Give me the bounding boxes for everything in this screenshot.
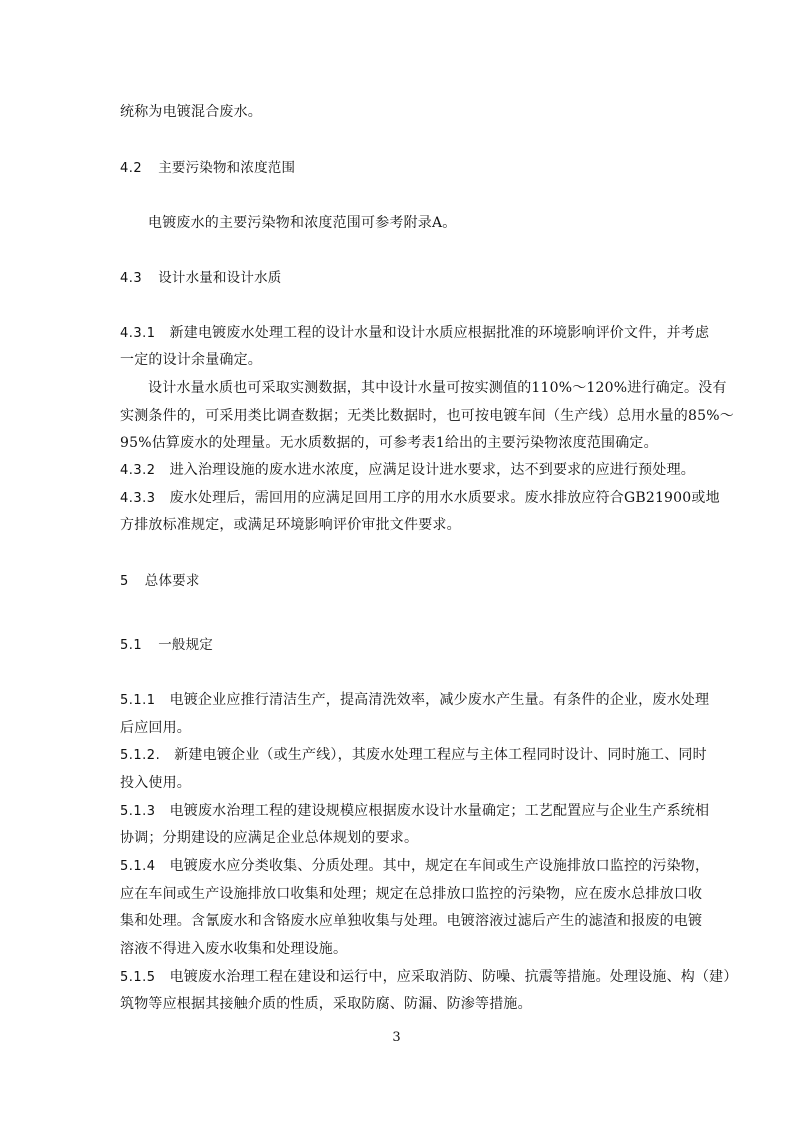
paragraph-line: 协调；分期建设的应满足企业总体规划的要求。: [120, 830, 419, 846]
clause-text: 电镀废水治理工程在建设和运行中，应采取消防、防噪、抗震等措施。处理设施、构（建）: [169, 969, 738, 985]
clause-number: 5.1.5: [120, 970, 156, 985]
clause-4-3-3: [120, 488, 720, 509]
paragraph-line: 溶液不得进入废水收集和处理设施。: [120, 941, 348, 957]
clause-text: 电镀废水治理工程的建设规模应根据废水设计水量确定；工艺配置应与企业生产系统相: [169, 803, 710, 819]
section-number: 4.2: [120, 161, 143, 176]
clause-5-1-1: [120, 690, 710, 711]
section-title: 总体要求: [144, 573, 200, 589]
paragraph-line: 方排放标准规定，或满足环境影响评价审批文件要求。: [120, 517, 461, 533]
clause-number: 4.3.3: [120, 491, 156, 506]
section-number: 5: [120, 574, 129, 589]
section-heading-4-3: [120, 268, 680, 289]
section-heading-5-1: [120, 635, 680, 656]
clause-4-3-1: [120, 323, 710, 344]
section-heading-5: [120, 571, 680, 592]
clause-number: 4.3.2: [120, 463, 156, 478]
clause-number: 5.1.2.: [120, 748, 161, 763]
section-number: 4.3: [120, 271, 143, 286]
clause-number: 5.1.1: [120, 693, 156, 708]
clause-text: 电镀企业应推行清洁生产，提高清洗效率，减少废水产生量。有条件的企业，废水处理: [169, 692, 710, 708]
clause-text: 进入治理设施的废水进水浓度，应满足设计进水要求，达不到要求的应进行预处理。: [169, 462, 695, 478]
paragraph-line: 一定的设计余量确定。: [120, 352, 262, 368]
paragraph-line: 设计水量水质也可采取实测数据，其中设计水量可按实测值的110%～120%进行确定。没有: [148, 380, 727, 396]
paragraph-line: 统称为电镀混合废水。: [120, 104, 262, 120]
clause-number: 5.1.4: [120, 859, 156, 874]
clause-5-1-5: [120, 967, 738, 988]
section-title: 一般规定: [158, 637, 213, 653]
clause-5-1-3: [120, 801, 710, 822]
page-number: 3: [392, 1030, 401, 1045]
paragraph-line: 筑物等应根据其接触介质的性质，采取防腐、防漏、防渗等措施。: [120, 996, 532, 1012]
clause-text: 废水处理后，需回用的应满足回用工序的用水水质要求。废水排放应符合GB21900或地: [169, 490, 720, 506]
clause-text: 电镀废水应分类收集、分质处理。其中，规定在车间或生产设施排放口监控的污染物，: [169, 858, 710, 874]
section-title: 主要污染物和浓度范围: [158, 160, 296, 176]
paragraph-line: 投入使用。: [120, 775, 191, 791]
paragraph-line: 电镀废水的主要污染物和浓度范围可参考附录A。: [148, 215, 457, 231]
clause-5-1-2: [120, 745, 707, 766]
section-title: 设计水量和设计水质: [158, 270, 282, 286]
clause-5-1-4: [120, 856, 710, 877]
clause-text: 新建电镀企业（或生产线），其废水处理工程应与主体工程同时设计、同时施工、同时: [174, 747, 707, 763]
paragraph-line: 实测条件的，可采用类比调查数据；无类比数据时，也可按电镀车间（生产线）总用水量的85%～: [120, 408, 734, 424]
paragraph-line: 集和处理。含氰废水和含铬废水应单独收集与处理。电镀溶液过滤后产生的滤渣和报废的电镀: [120, 913, 703, 929]
clause-number: 5.1.3: [120, 804, 156, 819]
clause-4-3-2: [120, 460, 695, 481]
paragraph-line: 后应回用。: [120, 720, 191, 736]
paragraph-line: 95%估算废水的处理量。无水质数据的，可参考表1给出的主要污染物浓度范围确定。: [120, 435, 658, 451]
section-heading-4-2: [120, 158, 680, 179]
paragraph-line: 应在车间或生产设施排放口收集和处理；规定在总排放口监控的污染物，应在废水总排放口收: [120, 886, 703, 902]
clause-text: 新建电镀废水处理工程的设计水量和设计水质应根据批准的环境影响评价文件，并考虑: [169, 325, 710, 341]
clause-number: 4.3.1: [120, 326, 156, 341]
section-number: 5.1: [120, 638, 143, 653]
